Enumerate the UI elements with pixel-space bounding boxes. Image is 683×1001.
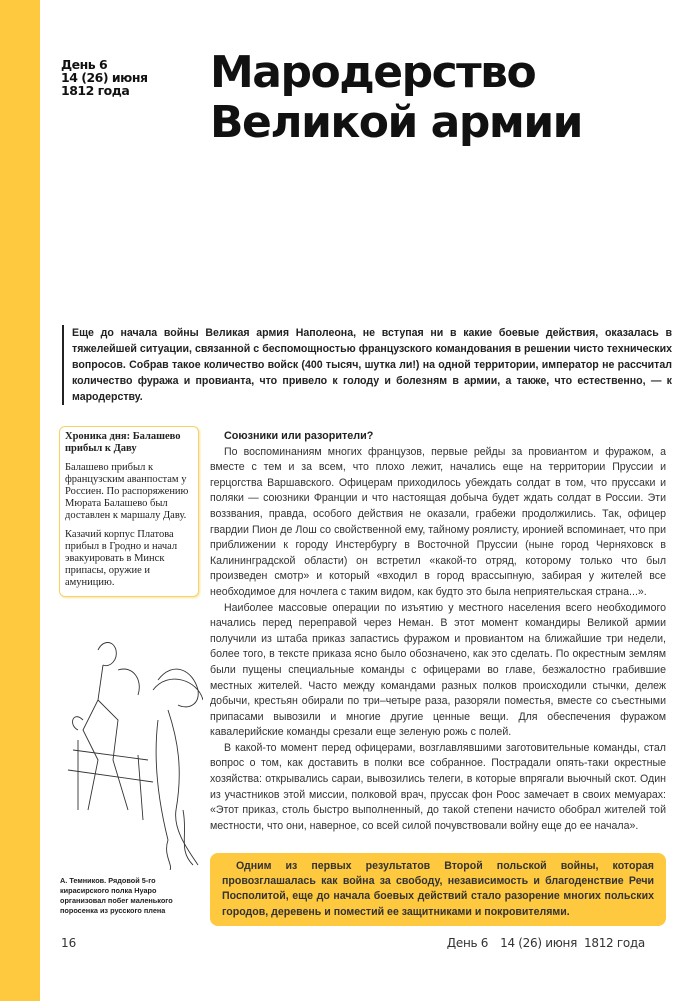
page-number: 16 bbox=[61, 936, 77, 950]
sketch-illustration bbox=[58, 610, 203, 870]
date-block bbox=[61, 58, 148, 97]
chronicle-paragraph: Балашево прибыл к французским аванпостам у Россиен. По распоряжению Мюрата Балашево был доставлен к маршалу Даву. bbox=[65, 462, 189, 521]
running-footer bbox=[435, 936, 645, 950]
title-line: Великой армии bbox=[210, 97, 582, 148]
accent-band bbox=[0, 0, 40, 1001]
article-body bbox=[210, 429, 666, 834]
chronicle-title: Хроника дня: Балашево прибыл к Даву bbox=[65, 431, 181, 454]
footer-day: День 6 bbox=[446, 936, 489, 950]
illustration-caption: А. Темников. Рядовой 5-го кирасирского полка Нуаро организовал побег маленького поросенка из русского плена bbox=[60, 876, 173, 915]
article-paragraph: В какой-то момент перед офицерами, возглавлявшими заготовительные команды, стал вопрос о том, как доставить в полки все собранное. Пострадали опять-таки окрестные хозяйства: открывались сараи, вывозились телеги, в которые впрягали вьючный скот. Один из участников этой миссии, полковой врач, пруссак фон Роос замечает в своих мемуарах: «Этот приказ, столь быстро выполненный, до такой степени начисто обобрал жителей той местности, что они, наверное, со всей силой почувствовали войну еще до ее начала». bbox=[210, 741, 666, 832]
date-day: День 6 bbox=[61, 57, 108, 72]
chronicle-box bbox=[59, 426, 199, 597]
date-date: 14 (26) июня bbox=[61, 70, 148, 85]
article-paragraph: По воспоминаниям многих французов, первые рейды за провиантом и фуражом, а вместе с тем и за всем, что плохо лежит, начались еще на территории Пруссии и герцогства Варшавского. Офицерам приходилось убеждать солдат в том, что пруссаки и поляки — союзники Франции и что настоящая добыча будет ждать солдат в России. Эти воззвания, правда, особого действия не оказали, грабежи продолжились. Так, офицер гвардии Пион де Лош со свойственной ему, тайному роялисту, иронией вспоминает, что при приближении к городу Инстербургу в Восточной Пруссии (ныне город Черняховск в Калининградской области) он встретил «какой-то отряд, которому только что был произведен смотр» и который «входил в город врассыпную, забирая у жителей все необходимое для ночлега с таким видом, как будто это была неприятельская страна...». bbox=[210, 445, 666, 598]
article-heading: Союзники или разорители? bbox=[224, 430, 374, 442]
footer-date: 14 (26) июня 1812 года bbox=[500, 936, 645, 950]
date-year: 1812 года bbox=[61, 83, 130, 98]
chronicle-paragraph: Казачий корпус Платова прибыл в Гродно и начал эвакуировать в Минск припасы, оружие и амуницию. bbox=[65, 529, 178, 588]
callout-box: Одним из первых результатов Второй польской войны, которая провозглашалась как война за свободу, независимость и благоденствие Речи Посполитой, еще до начала боевых действий стало разорение многих польских городов, деревень и поместий ее защитниками и покровителями. bbox=[210, 853, 666, 926]
page-title bbox=[210, 48, 582, 148]
title-line: Мародерство bbox=[210, 47, 536, 98]
article-paragraph: Наиболее массовые операции по изъятию у местного населения всего необходимого начались перед переправой через Неман. В этот момент командиры Великой армии получили из штаба приказ запастись фуражом и провиантом на ближайшие три недели, более того, в тексте приказа ясно было обозначено, как это сделать. По окрестным землям были пущены специальные команды с офицерами во главе, безжалостно грабившие местных жителей. Часто между командами разных полков происходили стычки, дележ добычи, крестьян обирали по три–четыре раза, разоряли поместья, вместе со съестными припасами вывозили и многие другие ценные вещи. Для обеспечения фуражом кавалерийские команды срезали еще зеленую рожь с полей. bbox=[210, 601, 666, 739]
lead-paragraph: Еще до начала войны Великая армия Наполеона, не вступая ни в какие боевые действия, оказалась в тяжелейшей ситуации, связанной с беспомощностью французского командования в решении чисто технических вопросов. Собрав такое количество войск (400 тысяч, шутка ли!) на одной территории, император не рассчитал количество фуража и провианта, что привело к голоду и болезням в армии, а также, что естественно, — к мародерству. bbox=[62, 325, 672, 405]
